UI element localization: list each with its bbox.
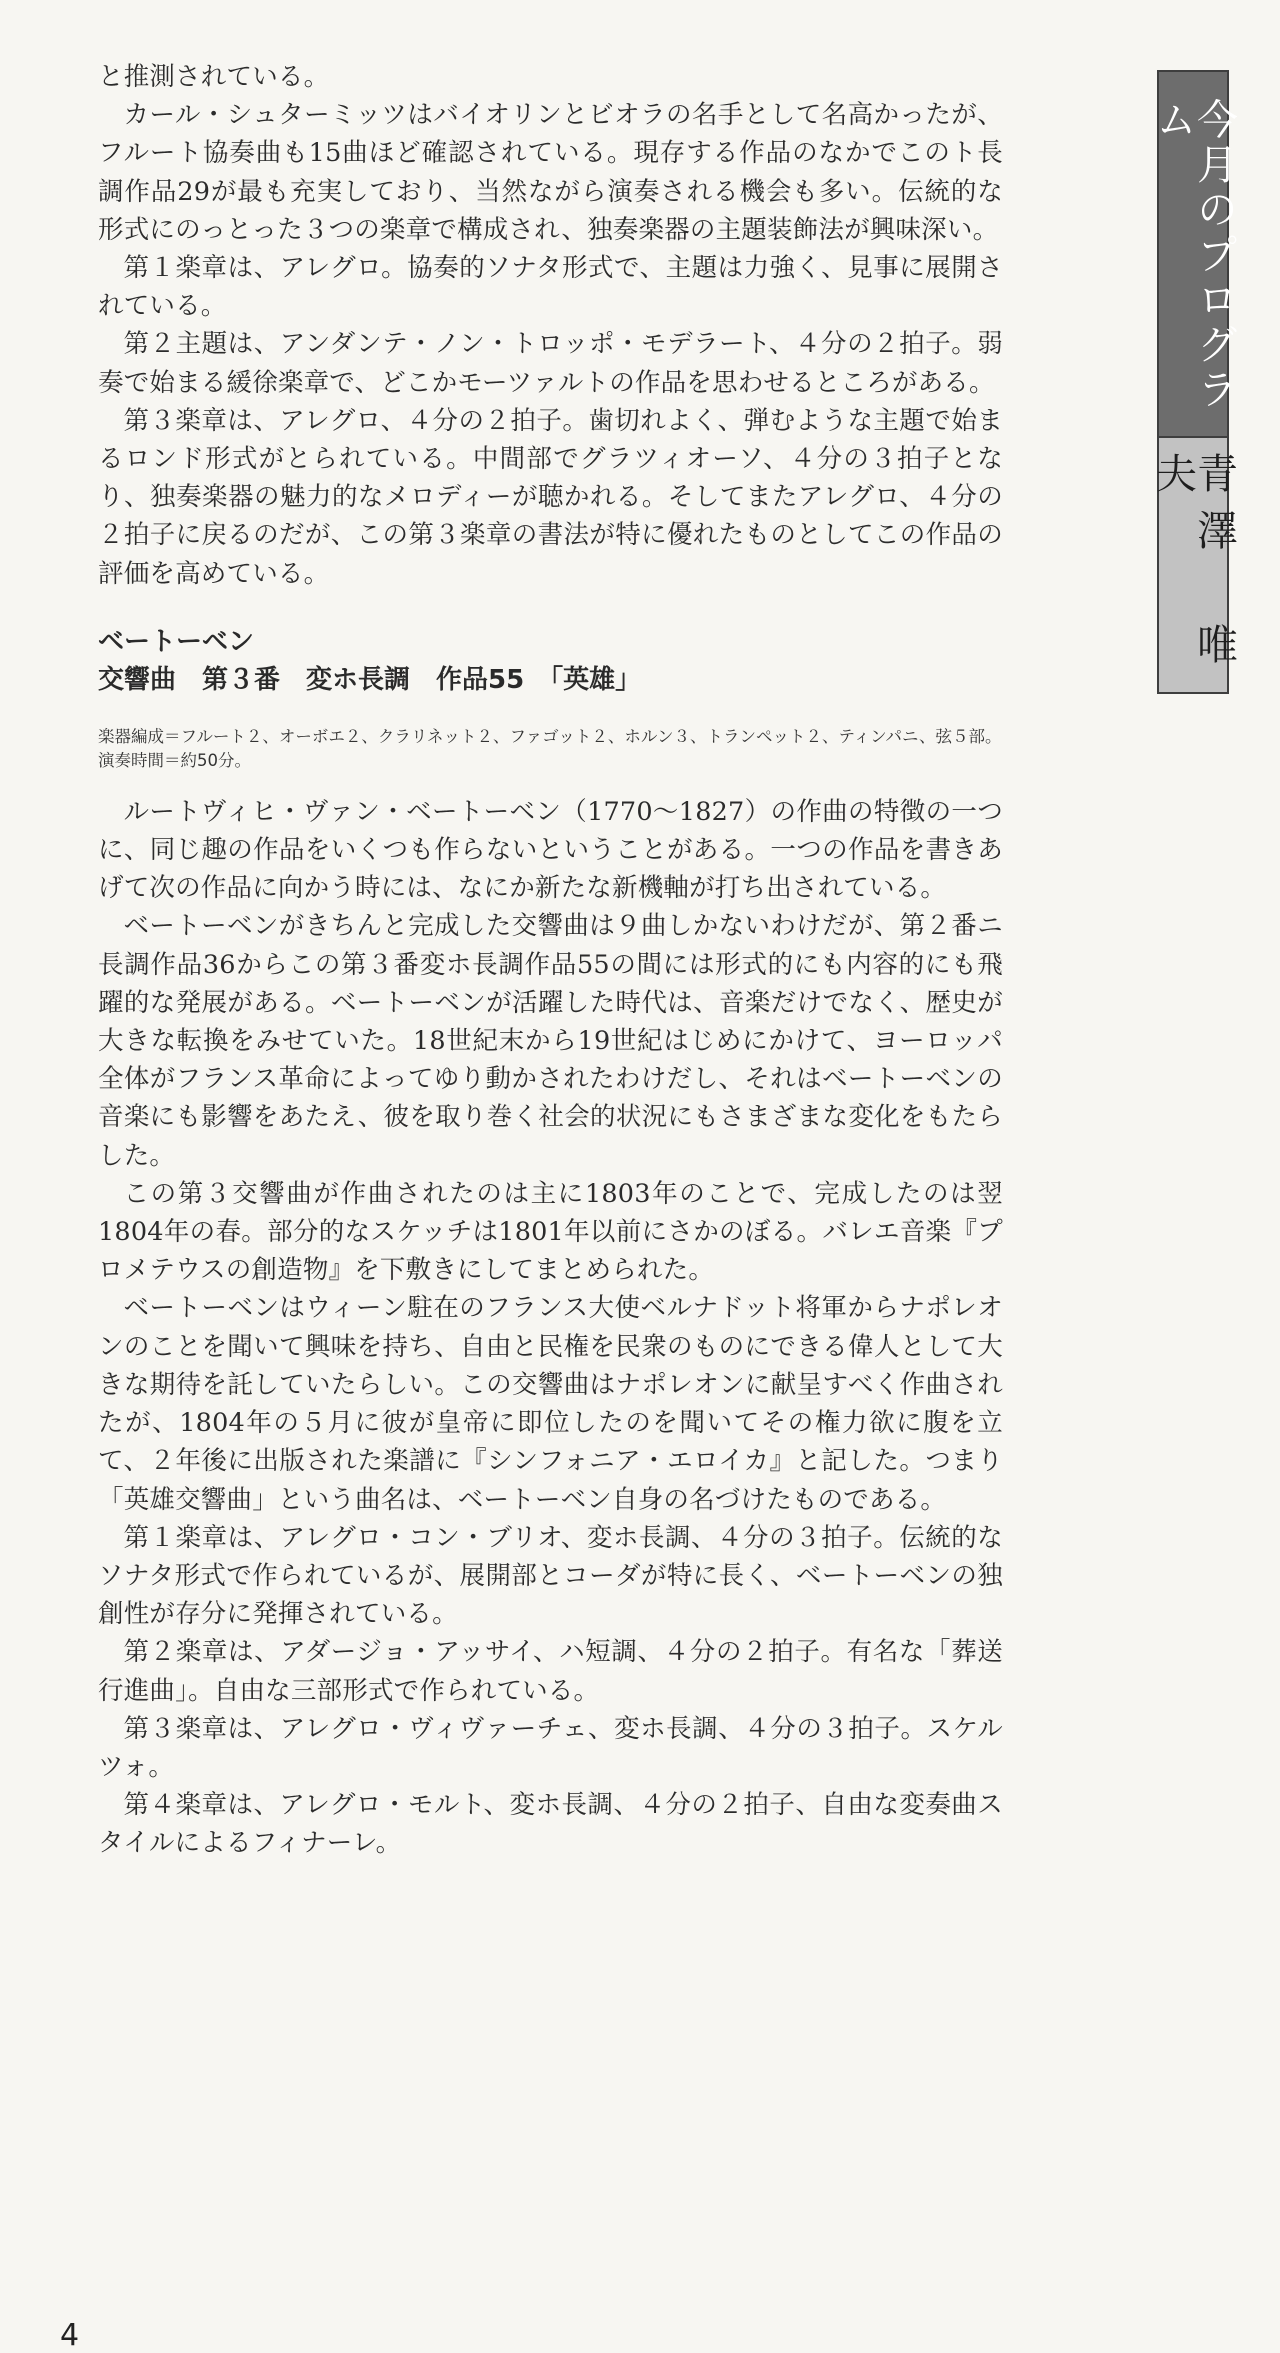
author-block <box>1149 436 1238 692</box>
instrumentation-value: フルート２、オーボエ２、クラリネット２、ファゴット２、ホルン３、トランペット２、ティンパニ、弦５部。 <box>180 726 1002 746</box>
duration-text: 演奏時間＝約50分。 <box>98 750 251 770</box>
intro-paragraph: 第３楽章は、アレグロ、４分の２拍子。歯切れよく、弾むような主題で始まるロンド形式がとられている。中間部でグラツィオーソ、４分の３拍子となり、独奏楽器の魅力的なメロディーが聴かれる。そしてまたアレグロ、４分の２拍子に戻るのだが、この第３楽章の書法が特に優れたものとしてこの作品の評価を高めている。 <box>98 405 1003 589</box>
body-paragraph: 第２楽章は、アダージョ・アッサイ、ハ短調、４分の２拍子。有名な「葬送行進曲」。自由な三部形式で作られている。 <box>98 1637 1003 1706</box>
instrumentation-row <box>98 725 1003 749</box>
work-meta <box>98 725 1003 773</box>
intro-paragraph: 第１楽章は、アレグロ。協奏的ソナタ形式で、主題は力強く、見事に展開されている。 <box>98 253 1003 322</box>
composer-heading: ベートーベン <box>98 626 255 657</box>
body-paragraph: この第３交響曲が作曲されたのは主に1803年のことで、完成したのは翌1804年の春。部分的なスケッチは1801年以前にさかのぼる。バレエ音楽『プロメテウスの創造物』を下敷きにしてまとめられた。 <box>98 1178 1003 1286</box>
author-name: 青澤 唯夫 <box>1149 452 1238 680</box>
section-title-block <box>1149 72 1238 436</box>
instrumentation-label: 楽器編成＝ <box>98 726 181 746</box>
body-text <box>98 793 1003 1863</box>
section-title: 今月のプログラム <box>1149 98 1238 413</box>
body-paragraph: 第１楽章は、アレグロ・コン・ブリオ、変ホ長調、４分の３拍子。伝統的なソナタ形式で作られているが、展開部とコーダが特に長く、ベートーベンの独創性が存分に発揮されている。 <box>98 1522 1003 1630</box>
body-paragraph: ベートーベンはウィーン駐在のフランス大使ベルナドット将軍からナポレオンのことを聞いて興味を持ち、自由と民権を民衆のものにできる偉人として大きな期待を託していたらしい。この交響曲はナポレオンに献呈すべく作曲されたが、1804年の５月に彼が皇帝に即位したのを聞いてその権力欲に腹を立て、２年後に出版された楽譜に『シンフォニア・エロイカ』と記した。つまり「英雄交響曲」という曲名は、ベートーベン自身の名づけたものである。 <box>98 1293 1003 1515</box>
work-title: 交響曲 第３番 変ホ長調 作品55 「英雄」 <box>98 664 642 695</box>
body-paragraph: 第３楽章は、アレグロ・ヴィヴァーチェ、変ホ長調、４分の３拍子。スケルツォ。 <box>98 1713 1003 1782</box>
main-column <box>98 58 1003 1863</box>
page-number: 4 <box>60 2318 80 2353</box>
intro-paragraph: 第２主題は、アンダンテ・ノン・トロッポ・モデラート、４分の２拍子。弱奏で始まる緩徐楽章で、どこかモーツァルトの作品を思わせるところがある。 <box>98 329 1003 398</box>
body-paragraph: ルートヴィヒ・ヴァン・ベートーベン（1770〜1827）の作曲の特徴の一つに、同じ趣の作品をいくつも作らないということがある。一つの作品を書きあげて次の作品に向かう時には、なにか新たな新機軸が打ち出されている。 <box>98 796 1003 904</box>
body-paragraph: ベートーベンがきちんと完成した交響曲は９曲しかないわけだが、第２番ニ長調作品36からこの第３番変ホ長調作品55の間には形式的にも内容的にも飛躍的な発展がある。ベートーベンが活躍した時代は、音楽だけでなく、歴史が大きな転換をみせていた。18世紀末から19世紀はじめにかけて、ヨーロッパ全体がフランス革命によってゆり動かされたわけだし、それはベートーベンの音楽にも影響をあたえ、彼を取り巻く社会的状況にもさまざまな変化をもたらした。 <box>98 911 1003 1171</box>
intro-paragraph: と推測されている。 <box>98 62 330 92</box>
section-side-tab <box>1149 70 1238 694</box>
body-paragraph: 第４楽章は、アレグロ・モルト、変ホ長調、４分の２拍子、自由な変奏曲スタイルによるフィナーレ。 <box>98 1790 1003 1859</box>
intro-paragraph: カール・シュターミッツはバイオリンとビオラの名手として名高かったが、フルート協奏曲も15曲ほど確認されている。現存する作品のなかでこのト長調作品29が最も充実しており、当然ながら演奏される機会も多い。伝統的な形式にのっとった３つの楽章で構成され、独奏楽器の主題装飾法が興味深い。 <box>98 100 1003 245</box>
